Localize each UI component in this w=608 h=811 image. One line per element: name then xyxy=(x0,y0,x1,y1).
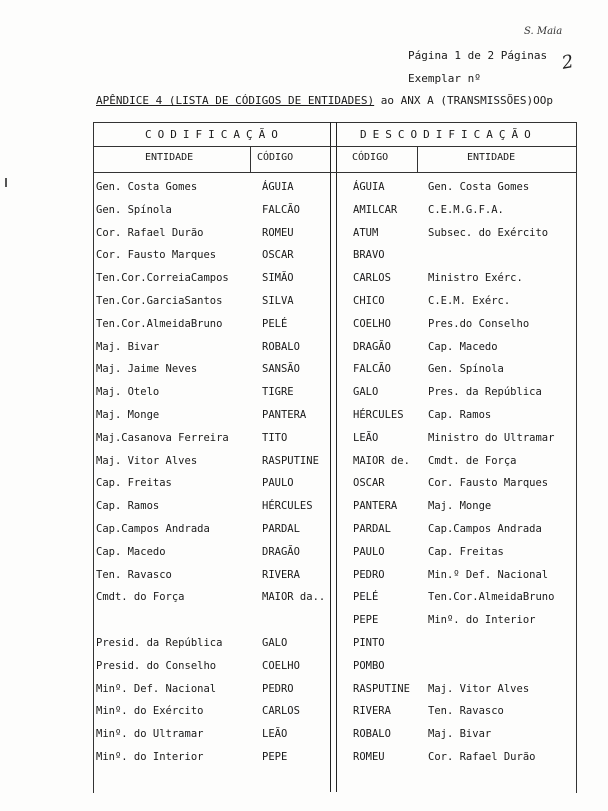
cell-entidade: Minº. do Exército xyxy=(96,705,204,717)
cell-entidade-right: Ministro Exérc. xyxy=(428,272,523,284)
cell-codigo-right: PAULO xyxy=(353,546,385,558)
cell-entidade: Cmdt. do Força xyxy=(96,591,185,603)
cell-codigo-right: CARLOS xyxy=(353,272,391,284)
cell-entidade-right: Subsec. do Exército xyxy=(428,227,549,239)
cell-codigo-right: PINTO xyxy=(353,637,385,649)
cell-codigo-right: PANTERA xyxy=(353,500,398,512)
cell-entidade-right: Cap. Macedo xyxy=(428,341,498,353)
cell-entidade: Maj.Casanova Ferreira xyxy=(96,432,229,444)
cell-entidade: Presid. da República xyxy=(96,637,223,649)
cell-entidade-right: Pres.do Conselho xyxy=(428,318,530,330)
cell-codigo: CARLOS xyxy=(262,705,300,717)
cell-codigo: OSCAR xyxy=(262,249,294,261)
cell-entidade: Cap. Macedo xyxy=(96,546,166,558)
cell-entidade: Cor. Fausto Marques xyxy=(96,249,217,261)
cell-entidade-right: Maj. Monge xyxy=(428,500,492,512)
cell-entidade-right: Cmdt. de Força xyxy=(428,455,517,467)
cell-codigo-right: PEDRO xyxy=(353,569,385,581)
cell-codigo: PAULO xyxy=(262,477,294,489)
cell-entidade-right: Ten.Cor.AlmeidaBruno xyxy=(428,591,555,603)
cell-codigo-right: POMBO xyxy=(353,660,385,672)
cell-codigo-right: HÉRCULES xyxy=(353,409,404,421)
cell-entidade: Ten.Cor.AlmeidaBruno xyxy=(96,318,223,330)
handwritten-note: S. Maia xyxy=(524,26,563,37)
cell-entidade-right: Cor. Fausto Marques xyxy=(428,477,549,489)
exemplar-label: Exemplar nº xyxy=(408,72,481,85)
cell-entidade-right: Maj. Bivar xyxy=(428,728,492,740)
cell-codigo: MAIOR da.. xyxy=(262,591,326,603)
cell-codigo-right: RASPUTINE xyxy=(353,683,410,695)
cell-entidade-right: Min.º Def. Nacional xyxy=(428,569,549,581)
cell-codigo: PARDAL xyxy=(262,523,300,535)
cell-entidade: Ten. Ravasco xyxy=(96,569,172,581)
cell-entidade: Cap. Ramos xyxy=(96,500,160,512)
cell-codigo-right: FALCÃO xyxy=(353,363,391,375)
cell-codigo: LEÃO xyxy=(262,728,288,740)
document-heading xyxy=(96,94,553,107)
cell-entidade-right: C.E.M. Exérc. xyxy=(428,295,511,307)
section-descodificacao: DESCODIFICAÇÃO xyxy=(360,128,537,141)
cell-entidade-right: Cor. Rafael Durão xyxy=(428,751,536,763)
cell-codigo: ROMEU xyxy=(262,227,294,239)
cell-codigo: DRAGÃO xyxy=(262,546,300,558)
cell-codigo: PELÉ xyxy=(262,318,288,330)
cell-entidade-right: C.E.M.G.F.A. xyxy=(428,204,504,216)
cell-codigo-right: ÁGUIA xyxy=(353,181,385,193)
cell-codigo-right: DRAGÃO xyxy=(353,341,391,353)
cell-entidade: Minº. do Ultramar xyxy=(96,728,204,740)
cell-codigo-right: ROBALO xyxy=(353,728,391,740)
cell-codigo-right: GALO xyxy=(353,386,379,398)
cell-entidade: Maj. Otelo xyxy=(96,386,160,398)
header-entidade-right: ENTIDADE xyxy=(467,152,516,163)
cell-entidade-right: Ten. Ravasco xyxy=(428,705,504,717)
cell-codigo-right: RIVERA xyxy=(353,705,391,717)
cell-entidade: Gen. Costa Gomes xyxy=(96,181,198,193)
cell-entidade: Cap. Freitas xyxy=(96,477,172,489)
cell-entidade-right: Cap. Freitas xyxy=(428,546,504,558)
cell-codigo: ROBALO xyxy=(262,341,300,353)
cell-codigo-right: ATUM xyxy=(353,227,379,239)
cell-codigo: SANSÃO xyxy=(262,363,300,375)
cell-codigo-right: CHICO xyxy=(353,295,385,307)
section-header-rule xyxy=(93,146,576,147)
cell-codigo-right: ROMEU xyxy=(353,751,385,763)
cell-codigo-right: OSCAR xyxy=(353,477,385,489)
cell-entidade: Minº. do Interior xyxy=(96,751,204,763)
section-codificacao: CODIFICAÇÃO xyxy=(145,128,284,141)
cell-entidade-right: Minº. do Interior xyxy=(428,614,536,626)
cell-codigo: RASPUTINE xyxy=(262,455,319,467)
cell-codigo-right: BRAVO xyxy=(353,249,385,261)
cell-entidade-right: Pres. da República xyxy=(428,386,542,398)
cell-codigo: COELHO xyxy=(262,660,300,672)
cell-codigo-right: LEÃO xyxy=(353,432,379,444)
right-column-divider xyxy=(417,146,418,173)
cell-entidade-right: Gen. Spínola xyxy=(428,363,504,375)
cell-entidade-right: Ministro do Ultramar xyxy=(428,432,555,444)
heading-rest: ao ANX A (TRANSMISSÕES) xyxy=(374,94,534,107)
cell-codigo: PANTERA xyxy=(262,409,307,421)
cell-codigo: ÁGUIA xyxy=(262,181,294,193)
cell-codigo: HÉRCULES xyxy=(262,500,313,512)
cell-entidade-right: Maj. Vitor Alves xyxy=(428,683,530,695)
cell-entidade: Cap.Campos Andrada xyxy=(96,523,210,535)
cell-entidade-right: Cap.Campos Andrada xyxy=(428,523,542,535)
table-center-divider xyxy=(330,122,337,792)
cell-codigo: GALO xyxy=(262,637,288,649)
cell-entidade: Ten.Cor.GarciaSantos xyxy=(96,295,223,307)
cell-entidade: Maj. Bivar xyxy=(96,341,160,353)
cell-entidade: Ten.Cor.CorreiaCampos xyxy=(96,272,229,284)
header-codigo-right: CÓDIGO xyxy=(352,152,389,163)
cell-codigo: PEPE xyxy=(262,751,288,763)
heading-suffix: OOp xyxy=(533,94,553,107)
cell-entidade: Maj. Monge xyxy=(96,409,160,421)
left-column-divider xyxy=(250,146,251,173)
cell-entidade: Presid. do Conselho xyxy=(96,660,217,672)
cell-codigo-right: MAIOR de. xyxy=(353,455,410,467)
cell-codigo-right: AMILCAR xyxy=(353,204,398,216)
cell-codigo: TIGRE xyxy=(262,386,294,398)
cell-codigo-right: PELÉ xyxy=(353,591,379,603)
header-entidade: ENTIDADE xyxy=(145,152,194,163)
cell-codigo-right: PARDAL xyxy=(353,523,391,535)
cell-codigo-right: PEPE xyxy=(353,614,379,626)
cell-entidade: Cor. Rafael Durão xyxy=(96,227,204,239)
cell-codigo: SIMÃO xyxy=(262,272,294,284)
cell-entidade-right: Cap. Ramos xyxy=(428,409,492,421)
cell-entidade: Minº. Def. Nacional xyxy=(96,683,217,695)
cell-entidade: Maj. Vitor Alves xyxy=(96,455,198,467)
header-codigo: CÓDIGO xyxy=(257,152,294,163)
cell-codigo: FALCÃO xyxy=(262,204,300,216)
handwritten-mark: 2 xyxy=(560,51,576,74)
heading-underlined: APÊNDICE 4 (LISTA DE CÓDIGOS DE ENTIDADES) xyxy=(96,94,375,107)
cell-codigo: SILVA xyxy=(262,295,294,307)
cell-codigo: TITO xyxy=(262,432,288,444)
cell-codigo-right: COELHO xyxy=(353,318,391,330)
cell-entidade-right: Gen. Costa Gomes xyxy=(428,181,530,193)
cell-entidade: Gen. Spínola xyxy=(96,204,172,216)
cell-codigo: RIVERA xyxy=(262,569,300,581)
margin-mark xyxy=(5,178,7,187)
column-header-rule xyxy=(93,172,576,173)
cell-codigo: PEDRO xyxy=(262,683,294,695)
cell-entidade: Maj. Jaime Neves xyxy=(96,363,198,375)
page-info: Página 1 de 2 Páginas xyxy=(408,49,548,62)
